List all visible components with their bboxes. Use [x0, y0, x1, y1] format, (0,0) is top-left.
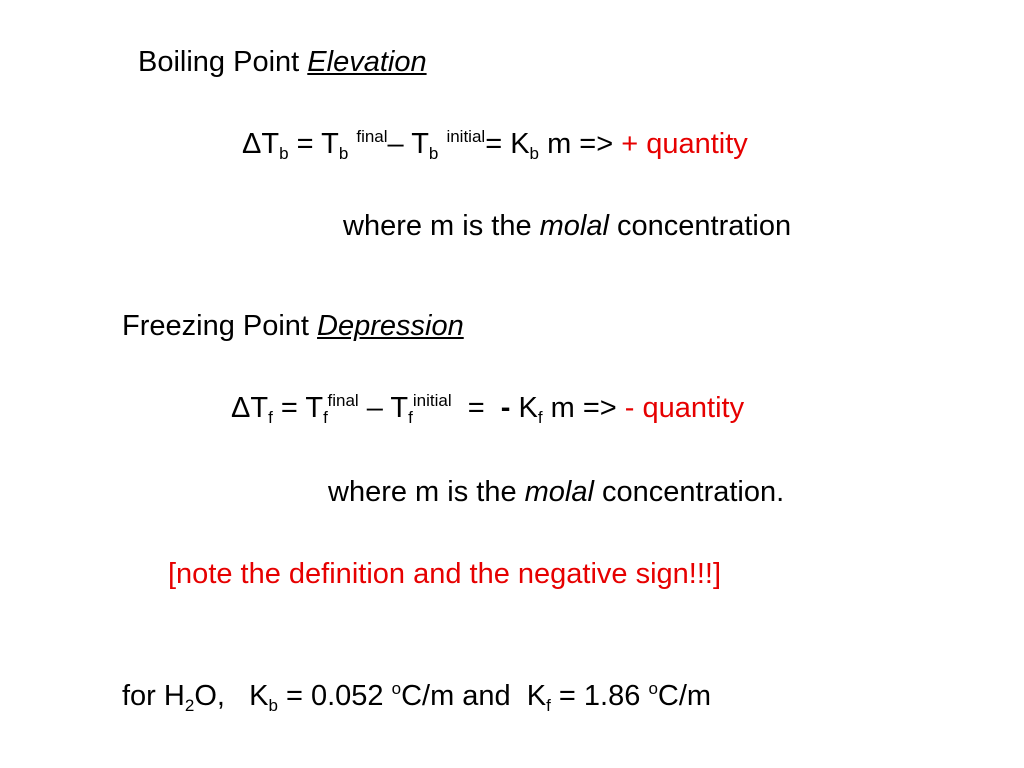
- subscript-f: f: [323, 408, 328, 427]
- subscript-b: b: [279, 144, 289, 163]
- boiling-result-sign: + quantity: [621, 128, 748, 160]
- water-o-kb: O, K: [194, 680, 269, 712]
- reminder-note: [note the definition and the negative sign!!!]: [168, 558, 722, 590]
- water-prefix: for H: [122, 680, 185, 712]
- subscript-b: b: [428, 144, 439, 163]
- note-suffix: concentration.: [593, 476, 785, 508]
- note-suffix: concentration: [608, 210, 792, 242]
- note-emphasis: molal: [524, 476, 594, 508]
- unit: C/m: [657, 680, 712, 712]
- boiling-heading-emphasis: Elevation: [307, 46, 427, 78]
- freezing-heading-prefix: Freezing Point: [122, 310, 318, 342]
- delta-t-symbol: ΔT: [231, 392, 269, 424]
- subscript-f: f: [546, 696, 551, 715]
- equation-part: m =>: [539, 128, 622, 160]
- subscript-b: b: [268, 696, 278, 715]
- subscript-f: f: [408, 408, 413, 427]
- boiling-heading: [138, 44, 427, 80]
- water-constants: [122, 678, 711, 714]
- subscript-f: f: [537, 408, 543, 427]
- note-prefix: where m is the: [328, 476, 525, 508]
- freezing-note: [328, 474, 784, 510]
- equation-part: – T: [358, 392, 409, 424]
- superscript-final: final: [327, 391, 359, 410]
- superscript-initial: initial: [446, 127, 486, 146]
- superscript-initial: initial: [412, 391, 452, 410]
- subscript-b: b: [529, 144, 540, 163]
- degree-superscript: o: [648, 679, 658, 698]
- equation-part: = K: [485, 128, 530, 160]
- boiling-note: [343, 208, 791, 244]
- equation-part: = T: [288, 128, 339, 160]
- superscript-final: final: [356, 127, 388, 146]
- boiling-heading-prefix: Boiling Point: [138, 46, 308, 78]
- delta-t-symbol: ΔT: [242, 128, 280, 160]
- equation-part: – T: [387, 128, 429, 160]
- freezing-equation: [231, 390, 744, 426]
- equation-part: K: [510, 392, 538, 424]
- boiling-equation: [242, 126, 748, 162]
- minus-sign: -: [500, 392, 511, 424]
- subscript-2: 2: [184, 696, 195, 715]
- note-emphasis: molal: [539, 210, 609, 242]
- note-prefix: where m is the: [343, 210, 540, 242]
- equation-part: m =>: [542, 392, 625, 424]
- freezing-result-sign: - quantity: [624, 392, 745, 424]
- freezing-heading-emphasis: Depression: [317, 310, 464, 342]
- subscript-f: f: [268, 408, 273, 427]
- subscript-b: b: [338, 144, 349, 163]
- equation-part: = T: [272, 392, 324, 424]
- degree-superscript: o: [391, 679, 402, 698]
- kf-value: = 1.86: [550, 680, 649, 712]
- kb-value: = 0.052: [277, 680, 392, 712]
- equation-part: =: [451, 392, 501, 424]
- unit-and-kf: C/m and K: [401, 680, 547, 712]
- freezing-heading: [122, 308, 464, 344]
